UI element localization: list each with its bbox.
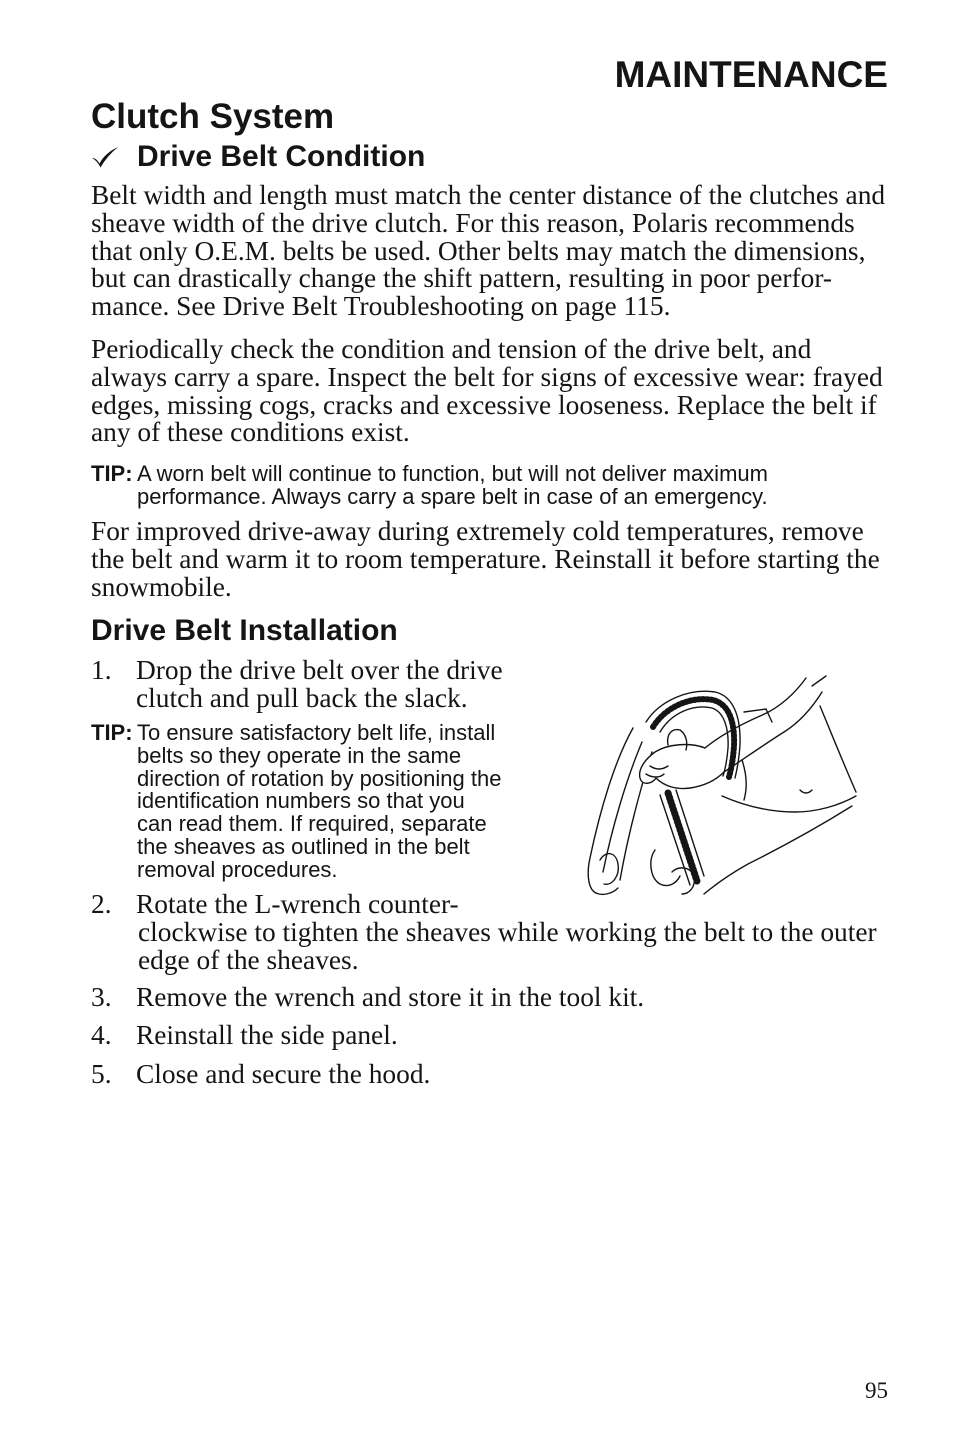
subsection-title-drive-belt-installation: Drive Belt Installation [91, 614, 398, 647]
step-text [136, 657, 503, 713]
tip-worn-belt [91, 462, 811, 508]
step-number: 4. [91, 1020, 112, 1050]
step-number: 2. [91, 889, 112, 919]
paragraph-line: sheave width of the drive clutch. For this reason, Polaris recommends [91, 207, 855, 238]
step-line: Drop the drive belt over the drive [136, 655, 503, 685]
step-line: Rotate the L-wrench counter- [136, 889, 459, 919]
step-line: Reinstall the side panel. [136, 1020, 398, 1050]
step-line: edge of the sheaves. [138, 944, 359, 975]
tip-line: A worn belt will continue to function, but will not deliver maximum [137, 461, 768, 486]
paragraph-line: always carry a spare. Inspect the belt for signs of excessive wear: frayed [91, 361, 883, 392]
tip-line: identification numbers so that you [137, 788, 465, 814]
paragraph-line: any of these conditions exist. [91, 417, 410, 448]
step-text [136, 1061, 430, 1089]
step-text [136, 984, 644, 1012]
tip-line: To ensure satisfactory belt life, install [137, 720, 496, 745]
step-line: clockwise to tighten the sheaves while working the belt to the outer [138, 916, 877, 947]
page-heading: Clutch System [91, 97, 335, 136]
step-line: Remove the wrench and store it in the tool kit. [136, 982, 645, 1012]
tip-line: direction of rotation by positioning the [137, 765, 502, 791]
paragraph-cold-temperatures [91, 518, 880, 601]
section-title: MAINTENANCE [614, 54, 888, 95]
tip-line: removal procedures. [137, 856, 338, 882]
paragraph-line: Periodically check the condition and tension of the drive belt, and [91, 334, 812, 364]
step-text [136, 891, 877, 974]
step-line: clutch and pull back the slack. [136, 682, 468, 713]
step-number: 1. [91, 655, 112, 685]
paragraph-line: mance. See Drive Belt Troubleshooting on page 115. [91, 291, 671, 322]
paragraph-line: edges, missing cogs, cracks and excessive looseness. Replace the belt if [91, 389, 877, 420]
paragraph-line: Belt width and length must match the center distance of the clutches and [91, 180, 886, 210]
step-2 [91, 891, 891, 975]
page-number: 95 [865, 1378, 888, 1403]
tip-line: belts so they operate in the same [137, 742, 462, 768]
step-1 [91, 657, 511, 713]
tip-body [137, 722, 501, 882]
tip-label: TIP: [91, 720, 133, 745]
tip-belt-direction [91, 722, 511, 884]
tip-line: the sheaves as outlined in the belt [137, 833, 470, 859]
tip-line: can read them. If required, separate [137, 811, 487, 837]
paragraph-line: the belt and warm it to room temperature. Reinstall it before starting the [91, 543, 880, 574]
tip-label: TIP: [91, 461, 133, 486]
tip-body [137, 462, 768, 508]
step-number: 5. [91, 1059, 112, 1089]
tip-line: performance. Always carry a spare belt in case of an emergency. [137, 484, 768, 509]
paragraph-line: but can drastically change the shift pattern, resulting in poor perfor- [91, 263, 833, 294]
paragraph-line: that only O.E.M. belts be used. Other belts may match the dimensions, [91, 235, 866, 266]
paragraph-belt-width [91, 182, 885, 321]
belt-installation-illustration [580, 670, 865, 905]
step-5 [91, 1061, 791, 1089]
step-3 [91, 984, 791, 1012]
step-4 [91, 1022, 791, 1050]
paragraph-line: snowmobile. [91, 571, 232, 602]
step-text [136, 1022, 398, 1050]
paragraph-periodic-check [91, 336, 883, 447]
paragraph-line: For improved drive-away during extremely cold temperatures, remove [91, 516, 864, 546]
step-line: Close and secure the hood. [136, 1059, 431, 1089]
subsection-title-drive-belt-condition: Drive Belt Condition [137, 140, 426, 173]
checkmark-icon [91, 146, 119, 168]
step-number: 3. [91, 982, 112, 1012]
